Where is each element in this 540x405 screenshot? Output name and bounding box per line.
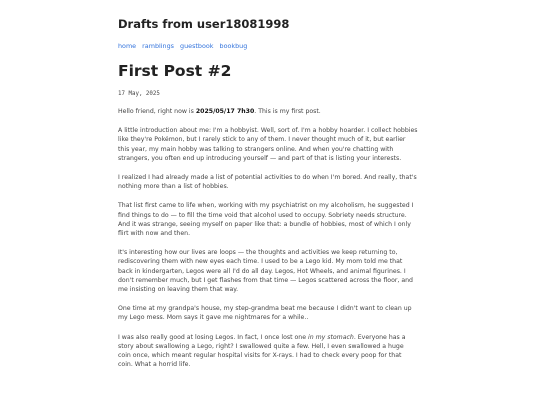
site-title: Drafts from user18081998 [118,17,290,31]
post-paragraph-6: One time at my grandpa's house, my step-grandma beat me because I didn't want to clean up my Lego mess. Mom says it gave me nightmares for a while.. [118,305,412,322]
post-paragraph-7 [118,333,418,370]
post-title: First Post #2 [118,62,232,80]
site-nav [118,42,418,51]
content-column [118,16,418,369]
emphasis-text: in my stomach [307,333,354,341]
nav-link-ramblings[interactable]: ramblings [142,42,174,50]
post-paragraph-3: I realized I had already made a list of potential activities to do when I'm bored. And really, that's nothing more than a list of hobbies. [118,174,417,191]
paragraph-text: I was also really good at losing Legos. In fact, I once lost one [118,333,308,341]
post-paragraph-1 [118,107,418,116]
nav-link-guestbook[interactable]: guestbook [180,42,214,50]
post-date: 17 May, 2025 [118,91,160,97]
timestamp-strong: 2025/05/17 7h30 [195,108,255,115]
post-paragraph-4: That list first came to life when, working with my psychiatrist on my alcoholism, he suggested I find things to do — to fill the time void that alcohol used to occupy. Sobriety needs structure. And it was strange, seeing myself on paper like that: a bundle of hobbies, most of which I only flirt with now and then. [118,202,414,238]
paragraph-text: . Everyone has a story about swallowing a Lego, right? I swallowed quite a few. Hell, I even swallowed a huge coin once, which meant regular hospital visits for X-rays. I had to check every poop for that coin. What a horrid life. [118,333,406,369]
nav-link-bookbug[interactable]: bookbug [219,42,248,50]
paragraph-text: . This is my first post. [254,108,321,115]
post-paragraph-2: A little introduction about me: I'm a hobbyist. Well, sort of. I'm a hobby hoarder. I collect hobbies like they're Pokémon, but I rarely stick to any of them. I never thought much of it, but earlier this year, my main hobby was talking to strangers online. And when you're chatting with strangers, you often end up introducing yourself — and part of that is listing your interests. [118,127,418,162]
paragraph-text: Hello friend, right now is [118,108,196,115]
post-paragraph-5: It's interesting how our lives are loops — the thoughts and activities we keep returning to, rediscovering them with new eyes each time. I used to be a Lego kid. My mom told me that back in kindergarten, Legos were all I'd do all day. Legos, Hot Wheels, and animal figurines. I don't remember much, but I get flashes from that time — Legos scattered across the floor, and me insisting on leaving them that way. [118,249,413,294]
nav-link-home[interactable]: home [118,42,137,50]
